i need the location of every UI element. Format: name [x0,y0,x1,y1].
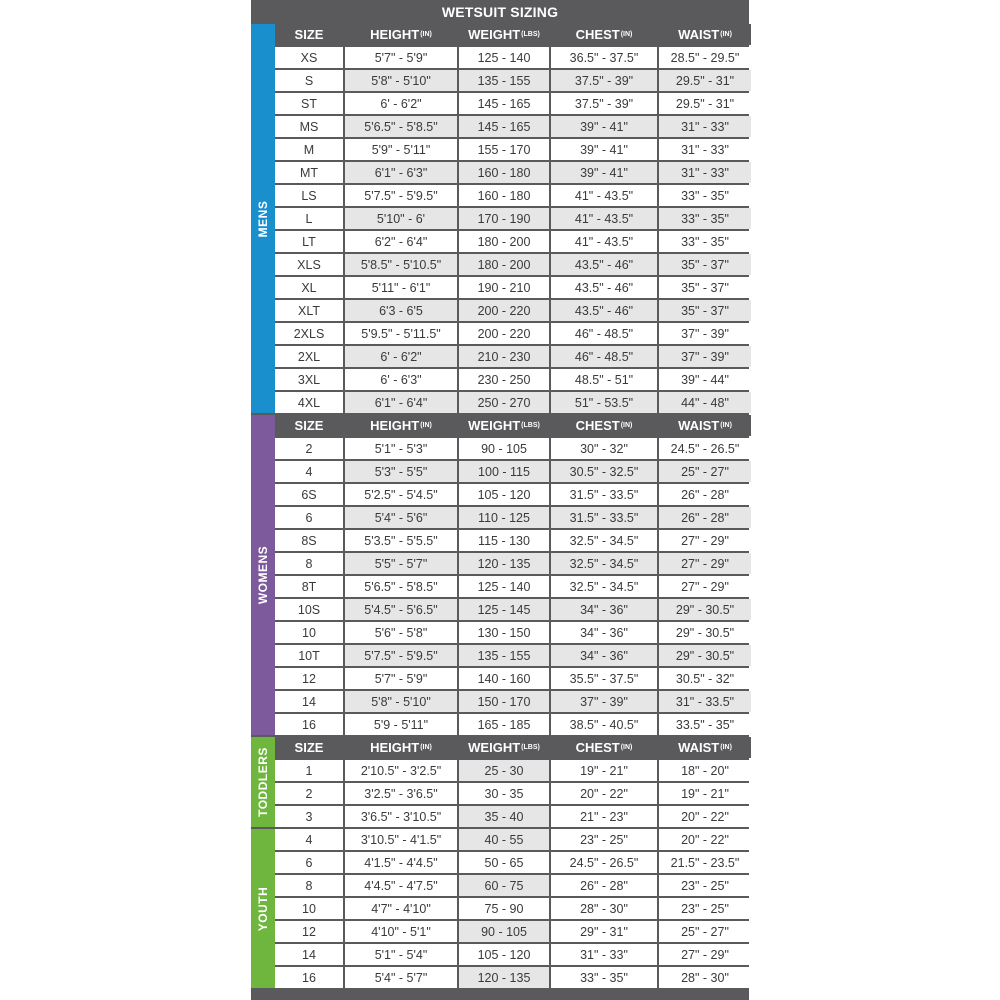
column-header-unit: (IN) [720,744,732,751]
table-cell-weight: 125 - 145 [459,599,549,620]
table-cell-height: 5'7" - 5'9" [345,668,457,689]
table-cell-chest: 34" - 36" [551,599,657,620]
column-header-label: HEIGHT [370,740,420,755]
table-cell-chest: 41" - 43.5" [551,231,657,252]
table-cell-height: 5'11" - 6'1" [345,277,457,298]
column-header-waist [659,737,751,758]
table-cell-height: 6' - 6'3" [345,369,457,390]
table-cell-waist: 44" - 48" [659,392,751,413]
table-row [275,829,751,850]
table-row [275,139,751,160]
column-header-label: SIZE [294,27,324,42]
table-cell-waist: 27" - 29" [659,530,751,551]
header-row [275,415,751,436]
table-cell-weight: 35 - 40 [459,806,549,827]
table-cell-size: XS [275,47,343,68]
table-row [275,714,751,735]
table-cell-chest: 24.5" - 26.5" [551,852,657,873]
column-header-unit: (LBS) [521,422,540,429]
table-row [275,438,751,459]
table-cell-weight: 110 - 125 [459,507,549,528]
table-cell-height: 5'3.5" - 5'5.5" [345,530,457,551]
table-row [275,116,751,137]
wetsuit-size-chart [251,0,749,1000]
table-cell-waist: 33" - 35" [659,231,751,252]
table-cell-height: 5'6" - 5'8" [345,622,457,643]
table-cell-height: 5'9 - 5'11" [345,714,457,735]
table-cell-chest: 41" - 43.5" [551,185,657,206]
column-header-weight [459,737,549,758]
table-cell-weight: 30 - 35 [459,783,549,804]
column-header-unit: (IN) [620,744,633,751]
table-cell-size: 4 [275,829,343,850]
table-cell-chest: 34" - 36" [551,622,657,643]
table-cell-chest: 30.5" - 32.5" [551,461,657,482]
table-cell-chest: 46" - 48.5" [551,346,657,367]
table-cell-size: ST [275,93,343,114]
table-cell-weight: 150 - 170 [459,691,549,712]
table-row [275,806,751,827]
table-cell-weight: 165 - 185 [459,714,549,735]
table-cell-chest: 43.5" - 46" [551,277,657,298]
table-row [275,461,751,482]
table-cell-size: 2 [275,783,343,804]
table-cell-waist: 29" - 30.5" [659,645,751,666]
table-row [275,231,751,252]
table-cell-chest: 38.5" - 40.5" [551,714,657,735]
section-band-toddlers [251,737,275,827]
column-header-unit: (IN) [420,744,432,751]
column-header-height [345,737,457,758]
column-header-size [275,24,343,45]
table-row [275,47,751,68]
table-cell-weight: 180 - 200 [459,254,549,275]
table-cell-chest: 32.5" - 34.5" [551,576,657,597]
table-cell-height: 5'7.5" - 5'9.5" [345,185,457,206]
column-header-label: CHEST [575,27,620,42]
table-cell-size: M [275,139,343,160]
table-cell-height: 6' - 6'2" [345,93,457,114]
table-cell-height: 5'4" - 5'7" [345,967,457,988]
table-cell-size: S [275,70,343,91]
table-row [275,369,751,390]
column-header-label: WEIGHT [468,740,521,755]
table-cell-weight: 160 - 180 [459,185,549,206]
table-cell-size: 16 [275,967,343,988]
table-row [275,507,751,528]
table-cell-height: 3'6.5" - 3'10.5" [345,806,457,827]
column-header-weight [459,415,549,436]
column-header-unit: (LBS) [521,744,540,751]
table-row [275,645,751,666]
table-cell-waist: 31" - 33.5" [659,691,751,712]
table-cell-chest: 39" - 41" [551,116,657,137]
column-header-label: SIZE [294,740,324,755]
table-cell-size: 16 [275,714,343,735]
table-cell-height: 5'8" - 5'10" [345,70,457,91]
column-header-chest [551,737,657,758]
table-cell-weight: 200 - 220 [459,323,549,344]
column-header-label: WEIGHT [468,27,521,42]
table-cell-chest: 21" - 23" [551,806,657,827]
table-row [275,967,751,988]
table-cell-size: 8T [275,576,343,597]
table-cell-height: 5'1" - 5'4" [345,944,457,965]
table-cell-size: 8 [275,553,343,574]
table-cell-chest: 20" - 22" [551,783,657,804]
table-row [275,185,751,206]
column-header-height [345,415,457,436]
table-cell-size: 3XL [275,369,343,390]
table-cell-weight: 155 - 170 [459,139,549,160]
table-row [275,277,751,298]
table-cell-height: 4'4.5" - 4'7.5" [345,875,457,896]
table-cell-size: LS [275,185,343,206]
section-label: WOMENS [256,545,270,605]
column-header-height [345,24,457,45]
table-cell-waist: 28.5" - 29.5" [659,47,751,68]
table-cell-size: 8S [275,530,343,551]
table-cell-size: 6 [275,852,343,873]
table-cell-waist: 33.5" - 35" [659,714,751,735]
table-cell-chest: 43.5" - 46" [551,254,657,275]
column-header-chest [551,24,657,45]
column-header-unit: (IN) [420,31,432,38]
table-cell-size: 14 [275,944,343,965]
table-cell-height: 3'10.5" - 4'1.5" [345,829,457,850]
column-header-label: WEIGHT [468,418,521,433]
table-cell-weight: 50 - 65 [459,852,549,873]
table-cell-waist: 24.5" - 26.5" [659,438,751,459]
table-cell-chest: 28" - 30" [551,898,657,919]
column-header-unit: (IN) [620,31,633,38]
table-cell-height: 5'6.5" - 5'8.5" [345,116,457,137]
table-cell-size: XL [275,277,343,298]
table-cell-weight: 75 - 90 [459,898,549,919]
table-cell-weight: 160 - 180 [459,162,549,183]
table-cell-height: 5'7.5" - 5'9.5" [345,645,457,666]
table-cell-chest: 36.5" - 37.5" [551,47,657,68]
table-cell-waist: 35" - 37" [659,300,751,321]
table-cell-size: MT [275,162,343,183]
table-cell-waist: 35" - 37" [659,277,751,298]
column-header-label: CHEST [575,740,620,755]
table-cell-chest: 31" - 33" [551,944,657,965]
table-cell-height: 5'4.5" - 5'6.5" [345,599,457,620]
table-cell-chest: 30" - 32" [551,438,657,459]
column-header-label: WAIST [678,740,720,755]
header-row [275,24,751,45]
table-cell-weight: 120 - 135 [459,967,549,988]
table-cell-chest: 37.5" - 39" [551,93,657,114]
table-cell-waist: 28" - 30" [659,967,751,988]
table-cell-height: 5'7" - 5'9" [345,47,457,68]
column-header-unit: (LBS) [521,31,540,38]
table-row [275,852,751,873]
column-header-label: CHEST [575,418,620,433]
table-cell-size: 2XL [275,346,343,367]
column-header-chest [551,415,657,436]
table-cell-waist: 26" - 28" [659,484,751,505]
table-cell-chest: 31.5" - 33.5" [551,484,657,505]
column-header-size [275,737,343,758]
table-cell-size: 6S [275,484,343,505]
table-row [275,93,751,114]
table-cell-weight: 145 - 165 [459,93,549,114]
table-row [275,783,751,804]
section-band-mens [251,24,275,413]
table-cell-chest: 39" - 41" [551,162,657,183]
section-label: MENS [256,200,270,237]
column-header-unit: (IN) [720,31,732,38]
table-cell-weight: 105 - 120 [459,944,549,965]
table-cell-waist: 33" - 35" [659,185,751,206]
table-cell-weight: 230 - 250 [459,369,549,390]
table-cell-chest: 37" - 39" [551,691,657,712]
column-header-waist [659,24,751,45]
table-cell-size: 14 [275,691,343,712]
table-cell-height: 5'4" - 5'6" [345,507,457,528]
table-cell-weight: 100 - 115 [459,461,549,482]
table-row [275,599,751,620]
table-cell-height: 4'1.5" - 4'4.5" [345,852,457,873]
table-cell-height: 5'9" - 5'11" [345,139,457,160]
table-row [275,162,751,183]
table-cell-weight: 60 - 75 [459,875,549,896]
table-cell-size: 10T [275,645,343,666]
table-cell-weight: 25 - 30 [459,760,549,781]
table-cell-waist: 29" - 30.5" [659,599,751,620]
column-header-label: HEIGHT [370,418,420,433]
table-cell-chest: 26" - 28" [551,875,657,896]
column-header-unit: (IN) [720,422,732,429]
column-header-size [275,415,343,436]
table-cell-size: XLS [275,254,343,275]
table-cell-size: 10S [275,599,343,620]
table-cell-weight: 145 - 165 [459,116,549,137]
table-cell-weight: 140 - 160 [459,668,549,689]
table-cell-waist: 19" - 21" [659,783,751,804]
table-cell-height: 5'9.5" - 5'11.5" [345,323,457,344]
table-cell-size: 10 [275,898,343,919]
section-label: TODDLERS [256,747,270,817]
table-cell-waist: 25" - 27" [659,921,751,942]
table-cell-waist: 29" - 30.5" [659,622,751,643]
table-row [275,898,751,919]
section-band-youth [251,829,275,988]
table-cell-waist: 20" - 22" [659,829,751,850]
table-cell-chest: 35.5" - 37.5" [551,668,657,689]
table-row [275,254,751,275]
table-cell-weight: 90 - 105 [459,921,549,942]
table-cell-weight: 135 - 155 [459,645,549,666]
table-cell-chest: 32.5" - 34.5" [551,530,657,551]
table-cell-size: L [275,208,343,229]
table-cell-chest: 33" - 35" [551,967,657,988]
table-cell-chest: 29" - 31" [551,921,657,942]
table-cell-size: 10 [275,622,343,643]
table-cell-chest: 19" - 21" [551,760,657,781]
header-row [275,737,751,758]
table-cell-waist: 37" - 39" [659,346,751,367]
column-header-label: SIZE [294,418,324,433]
table-cell-chest: 37.5" - 39" [551,70,657,91]
table-row [275,208,751,229]
table-cell-weight: 90 - 105 [459,438,549,459]
table-cell-weight: 120 - 135 [459,553,549,574]
table-cell-height: 6' - 6'2" [345,346,457,367]
table-cell-weight: 210 - 230 [459,346,549,367]
column-header-unit: (IN) [620,422,633,429]
table-row [275,622,751,643]
table-row [275,760,751,781]
table-row [275,346,751,367]
table-cell-height: 5'5" - 5'7" [345,553,457,574]
column-header-weight [459,24,549,45]
table-cell-size: 3 [275,806,343,827]
table-cell-size: XLT [275,300,343,321]
table-cell-weight: 250 - 270 [459,392,549,413]
table-row [275,70,751,91]
table-cell-height: 5'8" - 5'10" [345,691,457,712]
table-cell-height: 5'10" - 6' [345,208,457,229]
table-cell-size: LT [275,231,343,252]
table-cell-waist: 25" - 27" [659,461,751,482]
column-header-unit: (IN) [420,422,432,429]
table-cell-height: 6'1" - 6'3" [345,162,457,183]
table-cell-waist: 39" - 44" [659,369,751,390]
table-cell-size: 1 [275,760,343,781]
section-label: YOUTH [256,886,270,931]
table-cell-weight: 170 - 190 [459,208,549,229]
table-cell-waist: 23" - 25" [659,898,751,919]
table-row [275,392,751,413]
table-cell-size: 4XL [275,392,343,413]
table-cell-height: 6'1" - 6'4" [345,392,457,413]
table-cell-waist: 29.5" - 31" [659,70,751,91]
table-cell-waist: 35" - 37" [659,254,751,275]
table-cell-size: 4 [275,461,343,482]
table-cell-chest: 23" - 25" [551,829,657,850]
table-cell-size: 8 [275,875,343,896]
column-header-label: HEIGHT [370,27,420,42]
table-row [275,530,751,551]
table-cell-weight: 135 - 155 [459,70,549,91]
section-band-womens [251,415,275,735]
table-cell-height: 5'3" - 5'5" [345,461,457,482]
table-cell-height: 5'8.5" - 5'10.5" [345,254,457,275]
table-cell-weight: 125 - 140 [459,576,549,597]
table-cell-waist: 31" - 33" [659,139,751,160]
table-cell-waist: 29.5" - 31" [659,93,751,114]
table-cell-weight: 125 - 140 [459,47,549,68]
table-cell-chest: 48.5" - 51" [551,369,657,390]
table-cell-waist: 21.5" - 23.5" [659,852,751,873]
table-cell-height: 4'7" - 4'10" [345,898,457,919]
table-cell-size: 6 [275,507,343,528]
table-row [275,323,751,344]
table-cell-height: 5'2.5" - 5'4.5" [345,484,457,505]
table-cell-waist: 20" - 22" [659,806,751,827]
table-cell-chest: 51" - 53.5" [551,392,657,413]
table-row [275,875,751,896]
table-cell-height: 2'10.5" - 3'2.5" [345,760,457,781]
table-cell-height: 6'2" - 6'4" [345,231,457,252]
table-cell-waist: 27" - 29" [659,576,751,597]
table-cell-chest: 31.5" - 33.5" [551,507,657,528]
table-cell-chest: 46" - 48.5" [551,323,657,344]
table-row [275,484,751,505]
table-cell-weight: 200 - 220 [459,300,549,321]
table-cell-waist: 27" - 29" [659,944,751,965]
table-cell-weight: 105 - 120 [459,484,549,505]
table-cell-waist: 31" - 33" [659,116,751,137]
table-row [275,944,751,965]
table-cell-height: 3'2.5" - 3'6.5" [345,783,457,804]
table-cell-height: 5'6.5" - 5'8.5" [345,576,457,597]
table-row [275,576,751,597]
table-cell-weight: 115 - 130 [459,530,549,551]
table-cell-waist: 27" - 29" [659,553,751,574]
table-cell-waist: 37" - 39" [659,323,751,344]
table-cell-waist: 26" - 28" [659,507,751,528]
table-cell-height: 5'1" - 5'3" [345,438,457,459]
table-cell-waist: 33" - 35" [659,208,751,229]
column-header-label: WAIST [678,418,720,433]
table-cell-weight: 130 - 150 [459,622,549,643]
table-cell-weight: 180 - 200 [459,231,549,252]
table-row [275,691,751,712]
table-cell-waist: 31" - 33" [659,162,751,183]
table-row [275,921,751,942]
table-cell-size: 12 [275,921,343,942]
table-row [275,553,751,574]
column-header-waist [659,415,751,436]
table-cell-waist: 18" - 20" [659,760,751,781]
table-cell-chest: 39" - 41" [551,139,657,160]
chart-title: WETSUIT SIZING [441,3,559,20]
table-cell-waist: 30.5" - 32" [659,668,751,689]
table-cell-height: 4'10" - 5'1" [345,921,457,942]
column-header-label: WAIST [678,27,720,42]
table-cell-weight: 190 - 210 [459,277,549,298]
table-cell-waist: 23" - 25" [659,875,751,896]
table-cell-weight: 40 - 55 [459,829,549,850]
table-cell-chest: 43.5" - 46" [551,300,657,321]
table-cell-size: 2 [275,438,343,459]
table-cell-chest: 41" - 43.5" [551,208,657,229]
table-row [275,300,751,321]
table-cell-size: MS [275,116,343,137]
table-cell-size: 12 [275,668,343,689]
table-cell-size: 2XLS [275,323,343,344]
table-row [275,668,751,689]
table-cell-chest: 32.5" - 34.5" [551,553,657,574]
table-cell-chest: 34" - 36" [551,645,657,666]
table-cell-height: 6'3 - 6'5 [345,300,457,321]
